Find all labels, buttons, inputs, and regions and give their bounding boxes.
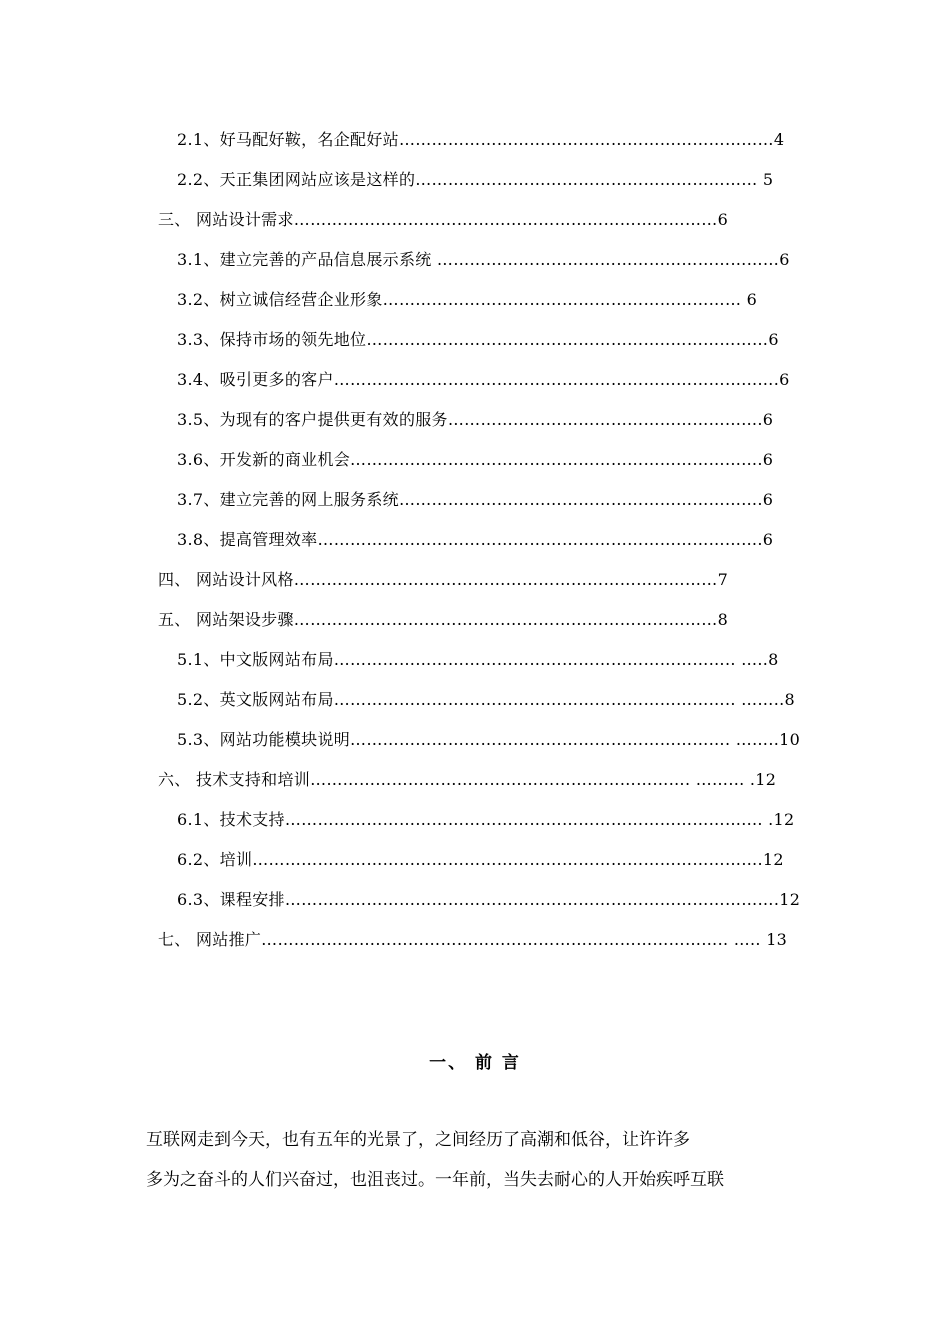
toc-entry-6-2: 6.2、培训………………………………………………………………………………….12 (177, 850, 784, 869)
toc-entry-2-1: 2.1、好马配好鞍，名企配好站……………………………………………………………4 (177, 130, 785, 149)
toc-entry-3-7: 3.7、建立完善的网上服务系统……………………………………………………...….6 (177, 490, 774, 509)
toc-entry-2-2: 2.2、天正集团网站应该是这样的……………………………………………………… 5 (177, 170, 774, 189)
paragraph-line-2: 多为之奋斗的人们兴奋过，也沮丧过。一年前，当失去耐心的人开始疾呼互联 (146, 1170, 724, 1190)
toc-entry-6-3: 6.3、课程安排……………………………………………………………………………….12 (177, 890, 801, 909)
toc-entry-6-1: 6.1、技术支持………………………………………………………………………….... .12 (177, 810, 795, 829)
toc-entry-3-1: 3.1、建立完善的产品信息展示系统 ………………………………………………………6 (177, 250, 790, 269)
toc-entry-5-3: 5.3、网站功能模块说明……………………………………………………………. ……..10 (177, 730, 801, 749)
toc-entry-3-6: 3.6、开发新的商业机会……………………………………………………………...….6 (177, 450, 774, 469)
toc-entry-5-2: 5.2、英文版网站布局……………………………………………………………….. ……..8 (177, 690, 795, 709)
toc-entry-6: 六、 技术支持和培训……………………………………………………………. ……... .12 (158, 770, 777, 789)
toc-entry-3-3: 3.3、保持市场的领先地位………………………………………………..………………6 (177, 330, 779, 349)
toc-entry-5-1: 5.1、中文版网站布局……………………………………………………………….. …..8 (177, 650, 779, 669)
toc-entry-4: 四、 网站设计风格……………………………………………………………………7 (158, 570, 729, 589)
toc-entry-3-8: 3.8、提高管理效率…………………………………………………………………...….6 (177, 530, 774, 549)
section-heading: 一、 前 言 (429, 1053, 521, 1073)
toc-entry-3-5: 3.5、为现有的客户提供更有效的服务……………………………………………...….6 (177, 410, 774, 429)
toc-entry-3-2: 3.2、树立诚信经营企业形象………………………………………………………… 6 (177, 290, 758, 309)
toc-entry-5: 五、 网站架设步骤……………………………………………………………………8 (158, 610, 729, 629)
paragraph-line-1: 互联网走到今天，也有五年的光景了，之间经历了高潮和低谷，让许许多 (146, 1130, 690, 1150)
toc-entry-3-4: 3.4、吸引更多的客户…………………………………………………………………...….6 (177, 370, 790, 389)
toc-entry-3: 三、 网站设计需求……………………………………………………………………6 (158, 210, 729, 229)
toc-entry-7: 七、 网站推广………………………………………………………………………….. ….. 13 (158, 930, 788, 949)
